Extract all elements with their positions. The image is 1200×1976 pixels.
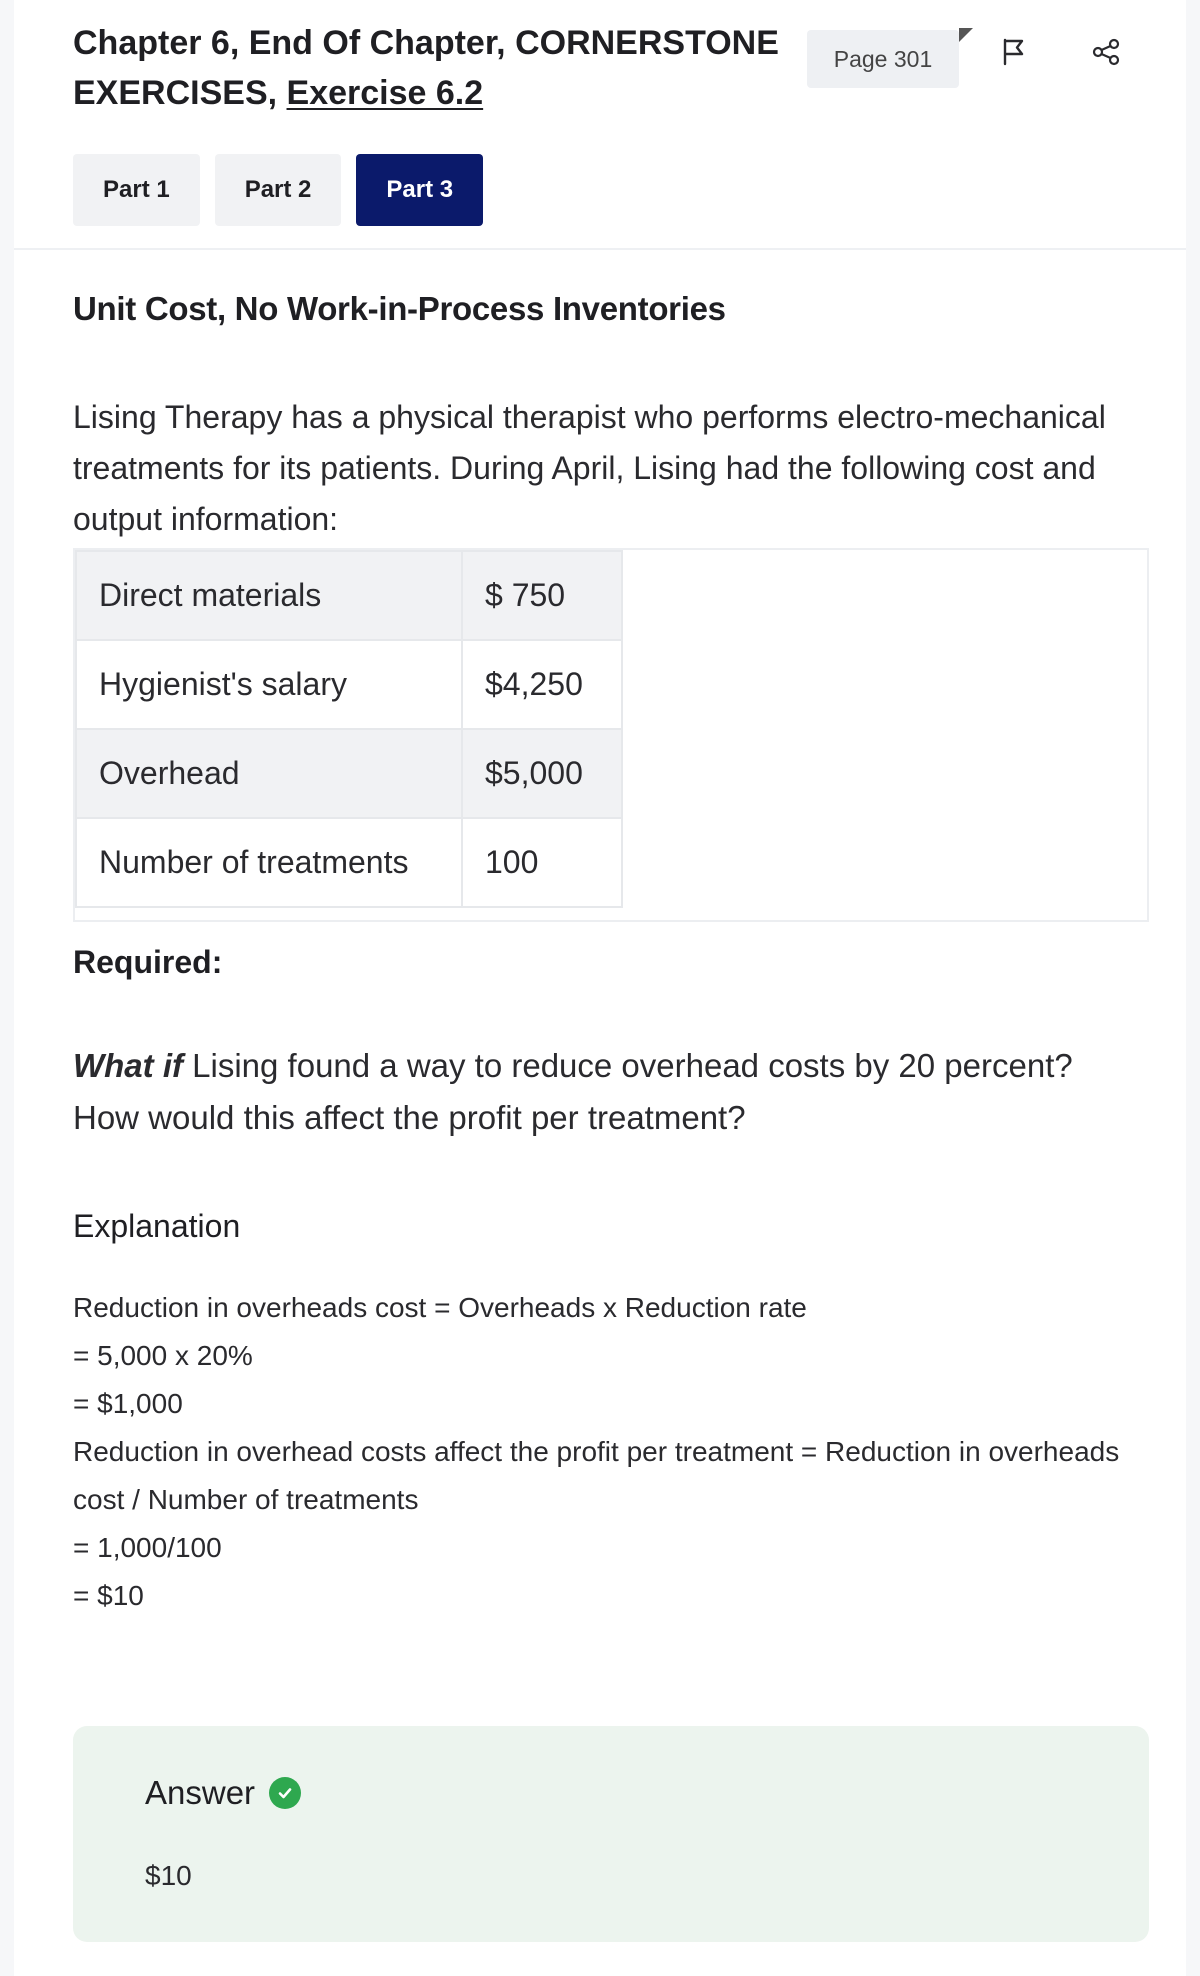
flag-button[interactable]: [992, 30, 1036, 74]
page-number-badge[interactable]: [807, 30, 959, 88]
page-number-label: Page 301: [833, 46, 933, 72]
cost-table-container: [73, 548, 1149, 922]
header: [14, 0, 1186, 250]
badge-corner-icon: [959, 28, 973, 42]
flag-icon: [1001, 38, 1027, 66]
table-cell-value: $ 750: [462, 551, 622, 640]
explanation-line: = 1,000/100: [73, 1532, 222, 1563]
tab-part-2[interactable]: Part 2: [215, 154, 342, 226]
answer-title: Answer: [145, 1774, 256, 1811]
question-body: Lising found a way to reduce overhead costs by 20 percent? How would this affect the profit per treatment?: [73, 1047, 1073, 1136]
problem-intro: Lising Therapy has a physical therapist who performs electro-mechanical treatments for its patients. During April, Lising had the following cost and output information:: [73, 399, 1106, 537]
answer-value: $10: [145, 1860, 192, 1891]
table-row: [76, 729, 622, 818]
table-row: [76, 640, 622, 729]
explanation-line: = 5,000 x 20%: [73, 1340, 253, 1371]
check-circle-icon: [269, 1777, 301, 1809]
explanation-body: [73, 1284, 1143, 1620]
what-if-label: What if: [73, 1047, 183, 1084]
explanation-title: Explanation: [73, 1208, 241, 1244]
explanation-line: Reduction in overheads cost = Overheads x Reduction rate: [73, 1292, 807, 1323]
table-cell-value: $4,250: [462, 640, 622, 729]
page-title: [73, 18, 813, 118]
explanation-line: = $1,000: [73, 1388, 183, 1419]
explanation-line: = $10: [73, 1580, 144, 1611]
table-cell-value: $5,000: [462, 729, 622, 818]
tab-part-1[interactable]: Part 1: [73, 154, 200, 226]
required-label: Required:: [73, 944, 223, 980]
tab-part-3[interactable]: Part 3: [356, 154, 483, 226]
share-button[interactable]: [1084, 30, 1128, 74]
table-row: [76, 818, 622, 907]
exercise-link[interactable]: Exercise 6.2: [286, 74, 484, 112]
table-row: [76, 551, 622, 640]
question-text: [73, 1040, 1133, 1144]
table-cell-label: Hygienist's salary: [76, 640, 462, 729]
problem-heading: Unit Cost, No Work-in-Process Inventories: [73, 290, 726, 327]
explanation-line: Reduction in overhead costs affect the profit per treatment = Reduction in overheads cost / Number of treatments: [73, 1436, 1120, 1515]
answer-header: [145, 1774, 301, 1812]
table-cell-value: 100: [462, 818, 622, 907]
share-icon: [1091, 38, 1121, 66]
title-main: Chapter 6, End Of Chapter, CORNERSTONE EXERCISES,: [73, 24, 779, 112]
table-cell-label: Overhead: [76, 729, 462, 818]
table-cell-label: Number of treatments: [76, 818, 462, 907]
table-cell-label: Direct materials: [76, 551, 462, 640]
cost-table: [75, 550, 623, 908]
answer-box: [73, 1726, 1149, 1942]
part-tabs: [73, 154, 483, 226]
